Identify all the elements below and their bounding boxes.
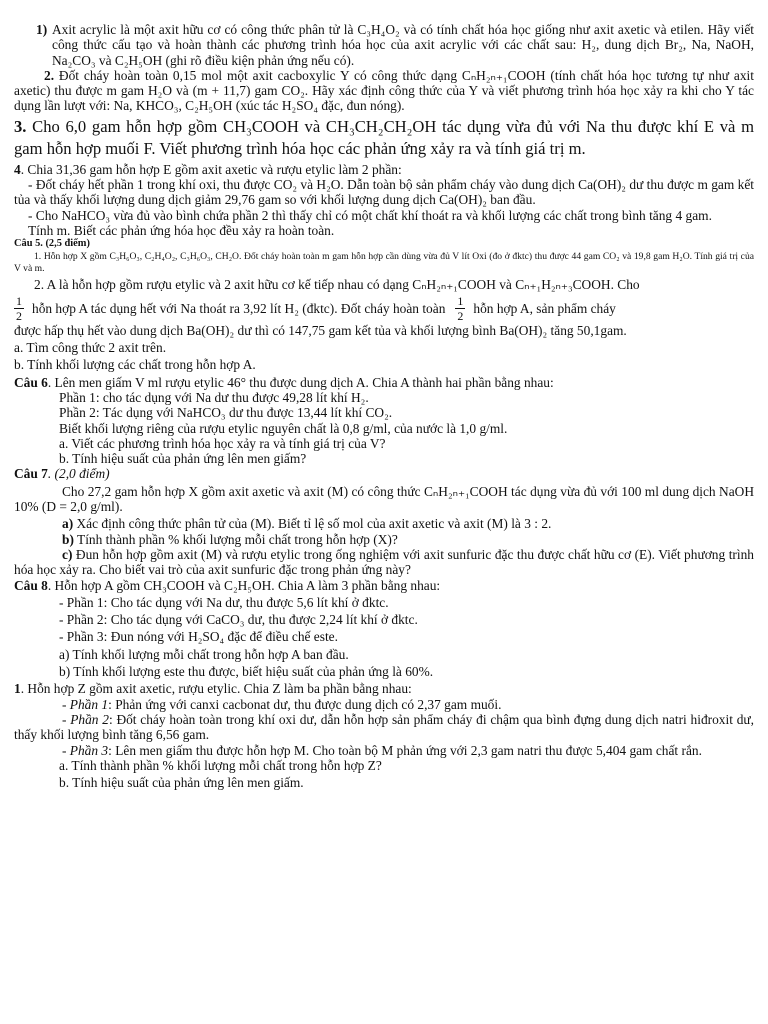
cau-6-sub-a: a. Viết các phương trình hóa học xảy ra và tính giá trị của V? bbox=[59, 435, 386, 451]
question-4-part-1: - Đốt cháy hết phần 1 trong khí oxi, thu được CO₂ và H₂O. Dẫn toàn bộ sản phẩm cháy vào dung dịch Ca(OH)₂ dư thu được m gam kết tủa và thấy khối lượng dung dịch giảm 29,76 gam so với khối lượng dung dịch Ca(OH)₂ ban đầu. bbox=[14, 177, 754, 208]
cau-7-sub-b bbox=[14, 532, 754, 547]
cau-5-fraction-row bbox=[14, 295, 754, 323]
question-z-sub-b: b. Tính hiệu suất của phản ứng lên men giấm. bbox=[59, 775, 304, 791]
cau-7-sub-c bbox=[14, 547, 754, 578]
cau-5-part-1: 1. Hỗn hợp X gồm C₃H₆O₃, C₂H₄O₂, C₃H₆O₃, CH₂O. Đốt cháy hoàn toàn m gam hỗn hợp cần dùng vừa đủ V lít Oxi (đo ở đktc) thu được 44 gam CO₂ và 19,8 gam H₂O. Tính giá trị của V và m. bbox=[14, 250, 754, 275]
question-3-number: 3. bbox=[14, 116, 27, 136]
question-2 bbox=[14, 68, 754, 114]
cau-5-line-3b: hỗn hợp A, sản phẩm cháy bbox=[473, 300, 616, 316]
question-4-part-2: - Cho NaHCO₃ vừa đủ vào bình chứa phần 2 thì thấy chỉ có một chất khí thoát ra và khối lượng các chất trong bình tăng 4 gam. bbox=[28, 207, 712, 223]
cau-8-part-1: - Phần 1: Cho tác dụng với Na dư, thu được 5,6 lít khí ở đktc. bbox=[59, 594, 389, 610]
cau-8-part-2: - Phần 2: Cho tác dụng với CaCO₃ dư, thu được 2,24 lít khí ở đktc. bbox=[59, 612, 418, 628]
question-z-text: . Hỗn hợp Z gồm axit axetic, rượu etylic. Chia Z làm ba phần bằng nhau: bbox=[20, 681, 412, 697]
question-2-number: 2. bbox=[44, 67, 55, 83]
question-4-number: 4 bbox=[14, 161, 21, 177]
cau-5-line-4: được hấp thụ hết vào dung dịch Ba(OH)₂ dư thì có 147,75 gam kết tủa và khối lượng bình Ba(OH)₂ tăng 50,1gam. bbox=[14, 322, 627, 338]
cau-7-b-text: Tính thành phần % khối lượng mỗi chất trong hỗn hợp (X)? bbox=[73, 531, 398, 547]
cau-8-title: Câu 8 bbox=[14, 577, 48, 593]
fraction-one-half-a bbox=[14, 295, 24, 323]
question-z-part-3-label: - Phần 3 bbox=[62, 742, 109, 758]
cau-6-title: Câu 6 bbox=[14, 374, 48, 390]
question-z-part-2-text: : Đốt cháy hoàn toàn trong khí oxi dư, dẫn hỗn hợp sản phẩm cháy đi chậm qua bình đựng dung dịch natri hiđroxit dư, thấy khối lượng bình tăng 6,56 gam. bbox=[14, 711, 754, 743]
fraction-denominator: 2 bbox=[457, 308, 464, 323]
cau-7-title: Câu 7 bbox=[14, 466, 48, 482]
cau-5-sub-a: a. Tìm công thức 2 axit trên. bbox=[14, 340, 167, 356]
cau-6-part-1: Phần 1: cho tác dụng với Na dư thu được 49,28 lít khí H₂. bbox=[59, 389, 369, 405]
question-1 bbox=[14, 22, 754, 68]
question-z-part-1-label: - Phần 1 bbox=[62, 696, 109, 712]
question-1-number: 1) bbox=[36, 22, 48, 37]
cau-8-sub-b: b) Tính khối lượng este thu được, biết hiệu suất của phản ứng là 60%. bbox=[59, 664, 434, 680]
fraction-numerator: 1 bbox=[16, 293, 22, 308]
cau-7-c-label: c) bbox=[62, 546, 73, 562]
cau-6-part-2: Phần 2: Tác dụng với NaHCO₃ dư thu được 13,44 lít khí CO₂. bbox=[59, 405, 393, 421]
question-1-text: Axit acrylic là một axit hữu cơ có công thức phân tử là C₃H₄O₂ và có tính chất hóa học giống như axit axetic và etilen. Hãy viết công thức cấu tạo và hoàn thành các phương trình hóa học của axit acrylic với các chất sau: H₂, dung dịch Br₂, Na, NaOH, Na₂CO₃ và C₂H₅OH (ghi rõ điều kiện phản ứng nếu có). bbox=[52, 22, 754, 68]
cau-8-sub-a: a) Tính khối lượng mỗi chất trong hỗn hợp A ban đầu. bbox=[59, 646, 349, 662]
cau-6-sub-b: b. Tính hiệu suất của phản ứng lên men giấm? bbox=[59, 451, 307, 467]
cau-5-part-2: 2. A là hỗn hợp gồm rượu etylic và 2 axit hữu cơ kế tiếp nhau có dạng CₙH₂ₙ₊₁COOH và Cₙ₊₁H₂ₙ₊₃COOH. Cho bbox=[34, 277, 640, 293]
question-z-part-1 bbox=[14, 697, 754, 712]
cau-7-score: . (2,0 điểm) bbox=[47, 466, 110, 482]
fraction-one-half-b bbox=[455, 295, 465, 323]
question-2-text: Đốt cháy hoàn toàn 0,15 mol một axit cacboxylic Y có công thức dạng CₙH₂ₙ₊₁COOH (tính chất hóa học tương tự như axit axetic) thu được m gam H₂O và (m + 11,7) gam CO₂. Hãy xác định công thức của Y và viết phương trình hóa học xảy ra khi cho Y tác dụng lần lượt với: Na, KHCO₃, C₂H₅OH (xúc tác H₂SO₄ đặc, đun nóng). bbox=[14, 67, 754, 114]
question-z-part-2 bbox=[14, 712, 754, 743]
question-z-part-3-text: : Lên men giấm thu được hỗn hợp M. Cho toàn bộ M phản ứng với 2,3 gam natri thu được 5,404 gam chất rắn. bbox=[108, 742, 702, 758]
question-z-number: 1 bbox=[14, 681, 21, 697]
cau-5-title: Câu 5. (2,5 điểm) bbox=[14, 238, 90, 250]
question-z-part-3 bbox=[14, 743, 754, 758]
question-z-part-1-text: : Phản ứng với canxi cacbonat dư, thu được dung dịch có 2,37 gam muối. bbox=[108, 696, 502, 712]
cau-7-header bbox=[14, 466, 754, 481]
cau-7-intro: Cho 27,2 gam hỗn hợp X gồm axit axetic và axit (M) có công thức CₙH₂ₙ₊₁COOH tác dụng vừa đủ với 100 ml dung dịch NaOH 10% (D = 2,0 g/ml). bbox=[14, 483, 754, 515]
cau-6-text: . Lên men giấm V ml rượu etylic 46° thu được dung dịch A. Chia A thành hai phần bằng nhau: bbox=[47, 374, 554, 390]
question-3 bbox=[14, 116, 754, 160]
cau-6-given: Biết khối lượng riêng của rượu etylic nguyên chất là 0,8 g/ml, của nước là 1,0 g/ml. bbox=[59, 420, 508, 436]
cau-6 bbox=[14, 375, 754, 390]
document-page bbox=[14, 0, 754, 790]
question-4-intro-text: . Chia 31,36 gam hỗn hợp E gồm axit axetic và rượu etylic làm 2 phần: bbox=[20, 161, 402, 177]
question-z-part-2-label: - Phần 2 bbox=[62, 711, 109, 727]
cau-8-text: . Hỗn hợp A gồm CH₃COOH và C₂H₅OH. Chia A làm 3 phần bằng nhau: bbox=[47, 577, 441, 593]
cau-7-a-text: Xác định công thức phân tử của (M). Biết tỉ lệ số mol của axit axetic và axit (M) là 3 : 2. bbox=[73, 516, 552, 532]
cau-7-a-label: a) bbox=[62, 516, 74, 532]
fraction-denominator: 2 bbox=[16, 308, 22, 323]
cau-5-sub-b: b. Tính khối lượng các chất trong hỗn hợp A. bbox=[14, 357, 256, 373]
question-4-ask: Tính m. Biết các phản ứng hóa học đều xảy ra hoàn toàn. bbox=[28, 222, 335, 238]
cau-7-sub-a bbox=[14, 516, 754, 531]
question-3-text: Cho 6,0 gam hỗn hợp gồm CH₃COOH và CH₃CH₂CH₂OH tác dụng vừa đủ với Na thu được khí E và m gam hỗn hợp muối F. Viết phương trình hóa học các phản ứng xảy ra và tính giá trị m. bbox=[14, 116, 754, 158]
cau-5-line-3a: hỗn hợp A tác dụng hết với Na thoát ra 3,92 lít H₂ (đktc). Đốt cháy hoàn toàn bbox=[32, 300, 446, 316]
cau-8-part-3: - Phần 3: Đun nóng với H₂SO₄ đặc để điều chế este. bbox=[59, 629, 338, 645]
cau-8 bbox=[14, 578, 754, 593]
question-z-sub-a: a. Tính thành phần % khối lượng mỗi chất trong hỗn hợp Z? bbox=[59, 757, 382, 773]
fraction-numerator: 1 bbox=[457, 293, 464, 308]
question-4-intro bbox=[14, 162, 754, 177]
cau-7-c-text: Đun hỗn hợp gồm axit (M) và rượu etylic trong ống nghiệm với axit sunfuric đặc thu được chất hữu cơ (E). Viết phương trình hóa học xảy ra. Cho biết vai trò của axit sunfuric đặc trong phản ứng này? bbox=[14, 546, 754, 578]
question-z bbox=[14, 681, 754, 696]
cau-7-b-label: b) bbox=[62, 531, 74, 547]
